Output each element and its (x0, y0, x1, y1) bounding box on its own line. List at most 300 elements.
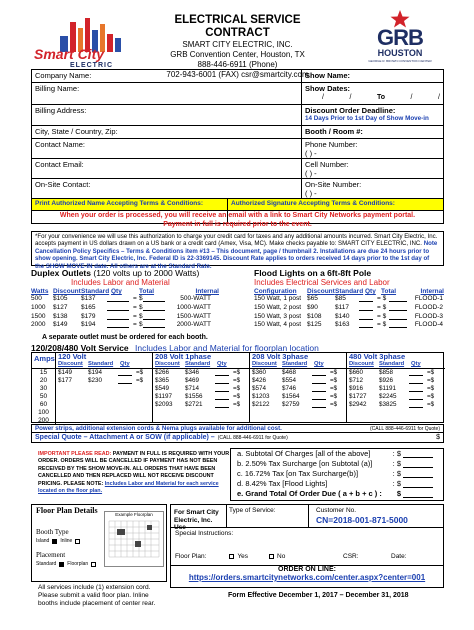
flood-row (254, 304, 444, 313)
date-sep: / (438, 94, 440, 101)
fax-email-text: 702-943-6001 (FAX) csr@smartcity.com (166, 70, 309, 79)
volt-discount: $916 (349, 385, 364, 392)
cell-number-format: ( ) - (305, 169, 317, 178)
company-name: SMART CITY ELECTRIC, INC. (182, 40, 293, 49)
duplex-discount: $105 (53, 295, 68, 302)
equals-dollar: =$ (233, 377, 241, 384)
total-label: a. Subtotal Of Charges [all of the above] (237, 449, 371, 458)
duplex-watts: 500 (31, 295, 42, 302)
col-total: Total (139, 288, 155, 295)
total-input[interactable] (403, 481, 433, 488)
onsite-number-format: ( ) - (305, 189, 317, 198)
total-label: c. 16.72% Tax [on Tax Surcharge(b)] (237, 469, 359, 478)
flood-row (254, 313, 444, 322)
volt-qty-input[interactable] (409, 369, 423, 376)
volt-qty-input[interactable] (215, 369, 229, 376)
dollar-sign: $ (139, 312, 143, 320)
date-label[interactable]: Date: (391, 553, 407, 560)
col-internal: Internal (195, 288, 219, 295)
volt-qty-input[interactable] (215, 377, 229, 384)
col-qty: Qty (365, 288, 376, 295)
page-title: ELECTRICAL SERVICE CONTRACT (174, 14, 301, 39)
volt-standard: $194 (88, 369, 103, 376)
dollar-sign: $ (396, 489, 401, 498)
total-row-d (231, 479, 443, 489)
duplex-qty-input[interactable] (107, 304, 129, 311)
total-input[interactable] (403, 461, 433, 468)
volt-standard: $3825 (379, 401, 397, 408)
notice-line-2: Payment in full is required prior to the event. (163, 220, 312, 228)
special-instructions-label[interactable]: Special Instructions: (175, 530, 234, 537)
discount-deadline-box (302, 105, 444, 126)
standard-option: Standard (36, 561, 57, 567)
amps-value: 15 (39, 369, 48, 376)
duplex-outlets-section (31, 268, 237, 329)
col-discount: Discount (307, 288, 335, 295)
placement-label: Placement (36, 551, 66, 559)
volt-discount: $549 (155, 385, 170, 392)
flood-qty-input[interactable] (359, 304, 373, 311)
flood-discount: $65 (307, 295, 318, 302)
total-label: d. 8.42% Tax [Flood Lights] (237, 479, 328, 488)
show-dates-label: Show Dates: (305, 84, 351, 93)
total-value (393, 479, 437, 489)
volt-discount: $360 (252, 369, 267, 376)
volt-group-name: 208 Volt 3phase (252, 352, 309, 361)
col-discount: Discount (53, 288, 81, 295)
col-standard: Standard (185, 361, 211, 367)
flood-standard: $85 (335, 295, 346, 302)
show-name-field[interactable]: Show Name: (302, 69, 444, 83)
equals-dollar: = $ (377, 295, 387, 302)
volt-standard: $554 (282, 377, 297, 384)
total-label: b. 2.50% Tax Surcharge [on Subtotal (a)] (237, 459, 373, 468)
duplex-qty-input[interactable] (107, 313, 129, 320)
volt-qty-input[interactable] (312, 377, 326, 384)
equals-dollar: =$ (427, 377, 435, 384)
equals-dollar: = $ (377, 321, 387, 329)
flood-config: 150 Watt, 2 post (254, 303, 302, 311)
date-to: To (376, 94, 386, 101)
floor-plan-subtitle (36, 517, 37, 522)
no-checkbox[interactable] (269, 554, 274, 559)
volt-standard: $2245 (379, 393, 397, 400)
yes-label: Yes (237, 553, 249, 560)
customer-no-label: Customer No. (316, 507, 357, 514)
totals-rows (231, 449, 443, 499)
duplex-row (31, 295, 237, 304)
equals-dollar: =$ (233, 393, 241, 400)
booth-type-label: Booth Type (36, 528, 69, 536)
col-standard: Standard (335, 288, 364, 295)
amps-value: 20 (39, 377, 48, 384)
duplex-header (31, 288, 237, 295)
volt-row (56, 369, 152, 377)
col-config: Configuration (254, 288, 297, 295)
duplex-watts: 1000 (31, 303, 46, 311)
duplex-watts: 1500 (31, 312, 46, 320)
total-row-b (231, 459, 443, 469)
volt-standard: $468 (282, 369, 297, 376)
equals-sign: = (133, 312, 137, 320)
important-lead: IMPORTANT PLEASE READ: (38, 451, 112, 457)
flood-internal: FLOOD-2 (414, 303, 443, 311)
floorplan-option: Floorplan (67, 561, 89, 567)
flood-internal: FLOOD-1 (414, 295, 443, 302)
onsite-contact-field[interactable]: On-Site Contact: (31, 179, 302, 199)
equals-dollar: =$ (427, 393, 435, 400)
volt-discount: $2093 (155, 401, 173, 408)
equals-dollar: =$ (330, 369, 338, 376)
volt-discount: $266 (155, 369, 170, 376)
volt-discount: $574 (252, 385, 267, 392)
volt-qty-input[interactable] (409, 377, 423, 384)
volt-standard: $1556 (185, 393, 203, 400)
flood-lights-section (254, 268, 444, 332)
volt-group-subheader (252, 361, 344, 368)
venue-name: GRB Convention Center, Houston, TX (170, 50, 305, 59)
floor-plan-label: Floor Plan: (175, 553, 207, 560)
contact-email-field[interactable]: Contact Email: (31, 159, 302, 179)
volt-group-header (56, 353, 152, 369)
col-qty: Qty (111, 288, 122, 295)
date-sep: / (322, 94, 324, 101)
special-quote-dollar: $ (436, 434, 440, 441)
grb-text: GRB (377, 25, 423, 50)
amps-list (32, 369, 55, 425)
volt-row (347, 377, 445, 385)
volt-discount: $2122 (252, 401, 270, 408)
volt-qty-input[interactable] (312, 393, 326, 400)
volt-row (250, 377, 346, 385)
type-of-service-label[interactable]: Type of Service: (229, 507, 276, 514)
equals-dollar: =$ (233, 369, 241, 376)
dollar-sign: : $ (392, 469, 401, 478)
volt-group-header (153, 353, 249, 369)
duplex-total-input[interactable] (143, 313, 165, 320)
col-standard: Standard (282, 361, 308, 367)
amps-column (32, 353, 56, 424)
volt-qty-input[interactable] (312, 385, 326, 392)
no-label: No (277, 553, 286, 560)
equals-dollar: = $ (377, 312, 387, 320)
total-value (393, 459, 437, 469)
volt-group (347, 353, 445, 422)
flood-header (254, 288, 444, 295)
policy-p2: Note Cancellation Policy Specifics – Terms & Conditions item #13 – This document, page / thumbnail 2. Installations are due 24 hours prior to show opening. Smart City Electric, Inc. Federal ID is 22-3369145. Discount Rate applies to orders received 14 days prior to the 1st day of the SHOW MOVE-IN date. All others are at the Standard Rate. (35, 240, 438, 270)
flood-qty-input[interactable] (359, 295, 373, 302)
volt-discount: $1727 (349, 393, 367, 400)
booth-type-options (36, 538, 80, 544)
volt-standard: $858 (379, 369, 394, 376)
duplex-internal: 2000-WATT (176, 321, 211, 329)
grb-tag-text: GEORGE R. BROWN CONVENTION CENTER (368, 59, 432, 63)
total-input[interactable] (403, 451, 433, 458)
duplex-discount: $127 (53, 303, 68, 311)
duplex-standard: $179 (81, 312, 96, 320)
total-input[interactable] (403, 471, 433, 478)
equals-dollar: =$ (330, 401, 338, 408)
volt-row (250, 369, 346, 377)
flood-row (254, 321, 444, 330)
volt-discount: $426 (252, 377, 267, 384)
flood-total-input[interactable] (389, 313, 407, 320)
services-note: All services include (1) extension cord. Please submit a valid floor plan. Inline booths include placement of center rear. (38, 584, 156, 607)
volt-qty-input[interactable] (118, 377, 132, 384)
volt-qty-input[interactable] (409, 401, 423, 408)
volt-group-name: 208 Volt 1phase (155, 352, 212, 361)
show-dates-field[interactable] (302, 83, 444, 105)
dollar-sign: $ (139, 321, 143, 329)
duplex-subtitle: (120 volts up to 2000 Watts) (93, 268, 200, 278)
equals-dollar: =$ (136, 369, 144, 376)
volt-qty-input[interactable] (215, 401, 229, 408)
booth-field[interactable]: Booth / Room #: (302, 126, 444, 139)
duplex-discount: $149 (53, 321, 68, 329)
volt-row (153, 385, 249, 393)
company-name-field[interactable]: Company Name: (31, 69, 302, 83)
flood-qty-input[interactable] (359, 313, 373, 320)
equals-dollar: =$ (330, 377, 338, 384)
power-strips-call: (CALL 888-446-6911 for Quote) (369, 425, 440, 432)
dollar-sign: : $ (392, 459, 401, 468)
flood-standard: $140 (335, 312, 350, 320)
volt-qty-input[interactable] (409, 393, 423, 400)
equals-dollar: =$ (233, 385, 241, 392)
contact-name-field[interactable]: Contact Name: (31, 139, 302, 159)
volt-discount: $660 (349, 369, 364, 376)
volt-qty-input[interactable] (312, 369, 326, 376)
volt-standard: $1191 (379, 385, 397, 392)
total-value (393, 449, 437, 459)
flood-discount: $108 (307, 312, 322, 320)
volt-standard: $346 (185, 369, 200, 376)
total-row-a (231, 449, 443, 459)
floorplan-grid-icon (105, 517, 163, 563)
equals-sign: = (133, 303, 137, 311)
volt-group (153, 353, 250, 422)
volt-discount: $1197 (155, 393, 173, 400)
dollar-sign: : $ (392, 479, 401, 488)
volt-qty-input[interactable] (215, 393, 229, 400)
duplex-internal: 500-WATT (180, 295, 211, 302)
col-internal: Internal (420, 288, 444, 295)
amps-value: 60 (39, 401, 48, 408)
volt-group-name: 480 Volt 3phase (349, 352, 406, 361)
for-use-label: For Smart City Electric, Inc. (174, 509, 219, 524)
deadline-detail: 14 Days Prior to 1st Day of Show Move-in (305, 115, 429, 122)
duplex-total-input[interactable] (143, 304, 165, 311)
volt-discount: $1203 (252, 393, 270, 400)
col-total: Total (381, 288, 397, 295)
duplex-includes: Includes Labor and Material (71, 278, 170, 287)
flood-total-input[interactable] (389, 295, 407, 302)
volt-discount: $712 (349, 377, 364, 384)
total-input[interactable] (403, 491, 433, 498)
volt-row (347, 369, 445, 377)
col-watts: Watts (31, 288, 49, 295)
volt-row (153, 393, 249, 401)
onsite-number-field[interactable] (302, 179, 444, 199)
signature-field[interactable]: Authorized Signature Accepting Terms & Conditions: (228, 199, 444, 211)
volt-row (56, 377, 152, 385)
standard-checkbox[interactable] (59, 562, 64, 567)
floor-plan-box (31, 504, 167, 582)
volt-standard: $469 (185, 377, 200, 384)
date-sep: / (349, 94, 352, 101)
special-quote-text: Special Quote – Attachment A or SOW (if applicable) – (35, 434, 215, 441)
flood-total-input[interactable] (389, 321, 407, 328)
phone-text: 888-446-6911 (Phone) (197, 60, 278, 69)
equals-sign: = (133, 295, 137, 302)
customer-no-value: CN=2018-001-871-5000 (316, 515, 408, 525)
equals-dollar: =$ (330, 393, 338, 400)
volt-group-subheader (349, 361, 443, 368)
volt-group-header (347, 353, 445, 369)
col-qty: Qty (217, 361, 227, 367)
volt-discount: $177 (58, 377, 73, 384)
duplex-row (31, 321, 237, 330)
flood-config: 150 Watt, 3 post (254, 312, 302, 320)
order-online-box (170, 566, 444, 588)
volt-qty-input[interactable] (409, 385, 423, 392)
volt-qty-input[interactable] (215, 385, 229, 392)
flood-config: 150 Watt, 4 post (254, 321, 302, 329)
floor-plan-title: Floor Plan Details (36, 506, 98, 515)
volt-row (347, 393, 445, 401)
billing-name-field[interactable]: Billing Name: (31, 83, 302, 105)
island-option: Island (36, 538, 50, 544)
flood-title: Flood Lights on a 6ft-8ft Pole (254, 268, 372, 278)
volt-group (250, 353, 347, 422)
power-strips-row (31, 424, 444, 433)
flood-discount: $125 (307, 321, 322, 329)
col-qty: Qty (120, 361, 130, 367)
duplex-standard: $165 (81, 303, 96, 311)
duplex-internal: 1000-WATT (176, 303, 211, 311)
payment-portal-notice (31, 212, 444, 229)
duplex-discount: $138 (53, 312, 68, 320)
phone-number-format: ( ) - (305, 149, 317, 158)
volt-row (347, 401, 445, 409)
flood-internal: FLOOD-3 (414, 312, 443, 320)
special-quote-call: (CALL 888-446-6911 for Quote) (217, 434, 288, 441)
duplex-total-input[interactable] (143, 295, 165, 302)
col-qty: Qty (411, 361, 421, 367)
volt-discount: $365 (155, 377, 170, 384)
col-qty: Qty (314, 361, 324, 367)
col-discount: Discount (252, 361, 277, 367)
important-body: PAYMENT IN FULL IS REQUIRED WITH YOUR ORDER. ORDERS WILL BE CANCELLED IF PAYMENT HAS NOT BEEN RECEIVED BY THE SHOW MOVE-IN. ALL ORDERS THAT HAVE BEEN CANCELLED AND THEN REPLACED WILL NOT RECEIVE DISCOUNT PRICING. PLEASE NOTE: (38, 451, 230, 487)
houston-text: HOUSTON (377, 48, 423, 58)
print-name-field[interactable]: Print Authorized Name Accepting Terms & Conditions: (31, 199, 228, 211)
flood-qty-input[interactable] (359, 321, 373, 328)
yes-checkbox[interactable] (229, 554, 234, 559)
flood-discount: $90 (307, 303, 318, 311)
placement-options (36, 561, 96, 567)
total-value (393, 469, 437, 479)
notice-line-1: When your order is processed, you will receive an email with a link to Smart City Networks payment portal. (59, 212, 416, 219)
amps-header: Amps (32, 353, 55, 369)
volt-qty-input[interactable] (118, 369, 132, 376)
smart-city-logo (30, 16, 140, 72)
volt-standard: $926 (379, 377, 394, 384)
amps-value: 50 (39, 393, 48, 400)
col-standard: Standard (81, 288, 110, 295)
flood-standard: $117 (335, 303, 349, 311)
dollar-sign: $ (139, 295, 143, 302)
flood-total-input[interactable] (389, 304, 407, 311)
flood-includes: Includes Electrical Services and Labor (254, 278, 390, 287)
power-strips-text: Power strips, additional extension cords & Nema plugs available for additional cost. (35, 425, 282, 432)
island-checkbox[interactable] (52, 539, 57, 544)
dollar-sign: $ (139, 303, 143, 311)
totals-box (230, 448, 444, 501)
volt-group-subheader (58, 361, 150, 368)
phone-number-label: Phone Number: (305, 140, 358, 149)
discount-deadline-label: Discount Order Deadline: (305, 106, 396, 115)
volt-row (250, 401, 346, 409)
example-floorplan-label: Example Floorplan (115, 512, 153, 517)
floorplan-checkbox[interactable] (91, 562, 96, 567)
billing-address-field[interactable]: Billing Address: (31, 105, 302, 126)
volt-row (153, 377, 249, 385)
office-use-box (170, 504, 444, 566)
volt-discount: $149 (58, 369, 73, 376)
amps-value: 100 (38, 409, 49, 416)
total-value (397, 489, 437, 499)
flood-rows (254, 295, 444, 330)
volt-group (56, 353, 153, 422)
amps-value: 30 (39, 385, 48, 392)
equals-sign: = (133, 321, 137, 329)
inline-checkbox[interactable] (75, 539, 80, 544)
equals-dollar: = $ (377, 303, 387, 311)
equals-dollar: =$ (427, 369, 435, 376)
order-online-link[interactable]: https://orders.smartcitynetworks.com/center.aspx?center=001 (188, 573, 426, 582)
phone-number-field[interactable] (302, 139, 444, 159)
total-row-c (231, 469, 443, 479)
volt-row (347, 385, 445, 393)
duplex-qty-input[interactable] (107, 295, 129, 302)
inline-option: Inline (60, 538, 73, 544)
grb-logo (360, 10, 440, 68)
col-standard: Standard (379, 361, 405, 367)
form-effective: Form Effective December 1, 2017 – December 31, 2018 (228, 592, 409, 599)
city-state-field[interactable]: City, State / Country, Zip: (31, 126, 302, 139)
volt-service-table (31, 352, 444, 423)
volt-standard: $1564 (282, 393, 300, 400)
volt-standard: $714 (185, 385, 200, 392)
show-dates-inputs (322, 94, 440, 101)
csr-label[interactable]: CSR: (343, 553, 359, 560)
col-standard: Standard (88, 361, 114, 367)
flood-config: 150 Watt, 1 post (254, 295, 302, 302)
volt-row (153, 369, 249, 377)
date-sep: / (410, 94, 413, 101)
important-notice (38, 451, 230, 495)
flood-standard: $163 (335, 321, 350, 329)
onsite-number-label: On-Site Number: (305, 180, 362, 189)
duplex-row (31, 313, 237, 322)
duplex-total-input[interactable] (143, 321, 165, 328)
flood-row (254, 295, 444, 304)
total-row-e (231, 489, 443, 499)
volt-qty-input[interactable] (312, 401, 326, 408)
volt-standard: $2721 (185, 401, 203, 408)
duplex-qty-input[interactable] (107, 321, 129, 328)
cell-number-field[interactable] (302, 159, 444, 179)
